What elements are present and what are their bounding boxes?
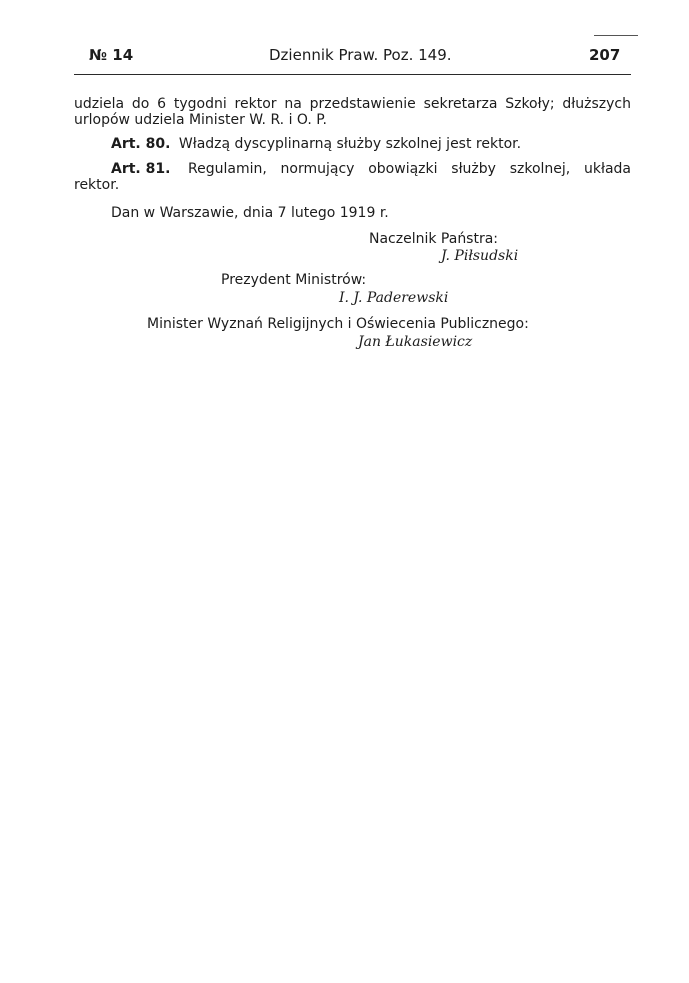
article-text: Regulamin, normujący obowiązki służby szkolnej, układa bbox=[188, 161, 631, 177]
article-label: Art. 81. bbox=[111, 161, 171, 177]
signature-name: I. J. Paderewski bbox=[339, 290, 449, 306]
signature-title: Naczelnik Państra: bbox=[369, 231, 499, 247]
publication-title: Dziennik Praw. Poz. 149. bbox=[269, 46, 452, 64]
signature-name: J. Piłsudski bbox=[441, 248, 519, 264]
header-top-rule bbox=[594, 35, 638, 36]
header-rule bbox=[74, 74, 631, 75]
paragraph-line: urlopów udziela Minister W. R. i O. P. bbox=[74, 112, 327, 128]
article-80 bbox=[111, 136, 521, 152]
article-81 bbox=[111, 161, 631, 177]
issue-number: № 14 bbox=[89, 46, 134, 64]
signature-name: Jan Łukasiewicz bbox=[358, 334, 473, 350]
date-line: Dan w Warszawie, dnia 7 lutego 1919 r. bbox=[111, 205, 389, 221]
article-text: Władzą dyscyplinarną służby szkolnej jest rektor. bbox=[178, 136, 522, 152]
article-label: Art. 80. bbox=[111, 136, 171, 152]
signature-title: Prezydent Ministrów: bbox=[221, 272, 367, 288]
page-number: 207 bbox=[589, 46, 621, 64]
signature-title: Minister Wyznań Religijnych i Oświecenia Publicznego: bbox=[147, 316, 529, 332]
paragraph-line: rektor. bbox=[74, 177, 120, 193]
paragraph-line: udziela do 6 tygodni rektor na przedstawienie sekretarza Szkoły; dłuższych bbox=[74, 96, 631, 112]
